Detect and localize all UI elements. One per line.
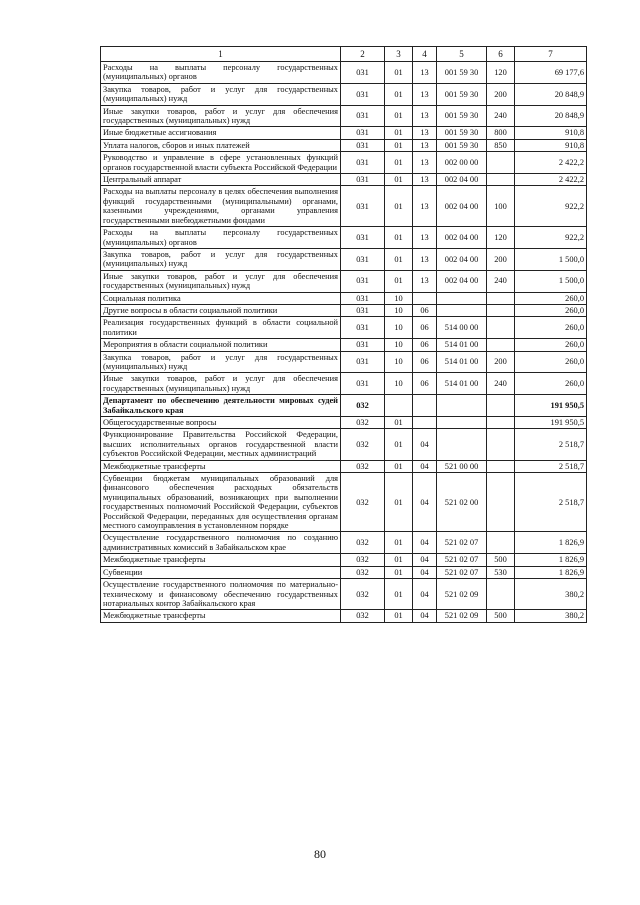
row-c5-cell: 002 04 00 bbox=[437, 270, 487, 292]
row-c5-cell: 002 04 00 bbox=[437, 248, 487, 270]
table-row bbox=[101, 579, 587, 610]
row-name-cell: Центральный аппарат bbox=[101, 174, 341, 186]
row-c7-cell: 260,0 bbox=[515, 292, 587, 304]
row-name-cell: Реализация государственных функций в области социальной политики bbox=[101, 317, 341, 339]
row-c2-cell: 032 bbox=[341, 532, 385, 554]
row-c3-cell: 01 bbox=[385, 174, 413, 186]
row-c4-cell: 13 bbox=[413, 83, 437, 105]
row-c7-cell: 2 518,7 bbox=[515, 460, 587, 472]
row-c2-cell: 032 bbox=[341, 460, 385, 472]
row-c6-cell bbox=[487, 579, 515, 610]
row-c2-cell: 031 bbox=[341, 317, 385, 339]
row-c6-cell: 120 bbox=[487, 62, 515, 84]
row-c7-cell: 2 422,2 bbox=[515, 152, 587, 174]
row-c6-cell bbox=[487, 395, 515, 417]
table-row bbox=[101, 83, 587, 105]
header-col-7: 7 bbox=[515, 47, 587, 62]
row-c4-cell: 13 bbox=[413, 270, 437, 292]
budget-table bbox=[100, 46, 587, 623]
table-row bbox=[101, 417, 587, 429]
row-name-cell: Уплата налогов, сборов и иных платежей bbox=[101, 139, 341, 151]
row-c4-cell: 13 bbox=[413, 248, 437, 270]
row-c6-cell bbox=[487, 339, 515, 351]
table-row bbox=[101, 554, 587, 566]
row-c3-cell: 10 bbox=[385, 292, 413, 304]
row-c7-cell: 1 826,9 bbox=[515, 532, 587, 554]
header-row bbox=[101, 47, 587, 62]
row-c3-cell: 01 bbox=[385, 566, 413, 578]
row-c6-cell bbox=[487, 532, 515, 554]
row-c3-cell bbox=[385, 395, 413, 417]
header-col-5: 5 bbox=[437, 47, 487, 62]
header-col-3: 3 bbox=[385, 47, 413, 62]
row-c6-cell: 200 bbox=[487, 248, 515, 270]
row-c6-cell: 100 bbox=[487, 186, 515, 227]
row-c3-cell: 10 bbox=[385, 304, 413, 316]
table-row bbox=[101, 292, 587, 304]
row-c6-cell bbox=[487, 292, 515, 304]
row-c5-cell: 001 59 30 bbox=[437, 127, 487, 139]
table-row bbox=[101, 139, 587, 151]
table-row bbox=[101, 186, 587, 227]
row-c7-cell: 2 422,2 bbox=[515, 174, 587, 186]
header-col-4: 4 bbox=[413, 47, 437, 62]
table-row bbox=[101, 351, 587, 373]
row-c7-cell: 1 826,9 bbox=[515, 566, 587, 578]
row-c2-cell: 032 bbox=[341, 554, 385, 566]
row-name-cell: Закупка товаров, работ и услуг для государственных (муниципальных) нужд bbox=[101, 351, 341, 373]
row-c3-cell: 01 bbox=[385, 579, 413, 610]
row-c3-cell: 01 bbox=[385, 532, 413, 554]
row-c6-cell: 800 bbox=[487, 127, 515, 139]
row-c2-cell: 031 bbox=[341, 83, 385, 105]
row-c6-cell: 240 bbox=[487, 105, 515, 127]
row-name-cell: Осуществление государственного полномочия по материально-техническому и финансовому обеспечению государственных нотариальных контор Забайкальского края bbox=[101, 579, 341, 610]
table-row bbox=[101, 566, 587, 578]
row-c2-cell: 031 bbox=[341, 270, 385, 292]
row-c2-cell: 031 bbox=[341, 351, 385, 373]
row-c5-cell bbox=[437, 304, 487, 316]
row-c2-cell: 031 bbox=[341, 105, 385, 127]
row-name-cell: Межбюджетные трансферты bbox=[101, 460, 341, 472]
row-c6-cell: 200 bbox=[487, 351, 515, 373]
row-c2-cell: 031 bbox=[341, 127, 385, 139]
row-c4-cell: 04 bbox=[413, 579, 437, 610]
row-c5-cell: 514 00 00 bbox=[437, 317, 487, 339]
row-name-cell: Другие вопросы в области социальной политики bbox=[101, 304, 341, 316]
row-c4-cell: 13 bbox=[413, 186, 437, 227]
table-row bbox=[101, 317, 587, 339]
row-c4-cell: 13 bbox=[413, 152, 437, 174]
row-c2-cell: 031 bbox=[341, 248, 385, 270]
table-row bbox=[101, 532, 587, 554]
row-c3-cell: 01 bbox=[385, 186, 413, 227]
table-row bbox=[101, 304, 587, 316]
table-row bbox=[101, 460, 587, 472]
row-c7-cell: 380,2 bbox=[515, 579, 587, 610]
row-c7-cell: 922,2 bbox=[515, 186, 587, 227]
row-c6-cell bbox=[487, 152, 515, 174]
row-c2-cell: 031 bbox=[341, 339, 385, 351]
row-c4-cell: 06 bbox=[413, 304, 437, 316]
table-row bbox=[101, 429, 587, 460]
row-c6-cell: 500 bbox=[487, 610, 515, 622]
row-c3-cell: 01 bbox=[385, 460, 413, 472]
row-c4-cell: 04 bbox=[413, 554, 437, 566]
row-name-cell: Иные закупки товаров, работ и услуг для обеспечения государственных (муниципальных) нужд bbox=[101, 270, 341, 292]
table-row bbox=[101, 152, 587, 174]
row-name-cell: Осуществление государственного полномочия по созданию административных комиссий в Забайкальском крае bbox=[101, 532, 341, 554]
row-name-cell: Иные закупки товаров, работ и услуг для обеспечения государственных (муниципальных) нужд bbox=[101, 373, 341, 395]
row-c6-cell: 500 bbox=[487, 554, 515, 566]
row-name-cell: Иные закупки товаров, работ и услуг для обеспечения государственных (муниципальных) нужд bbox=[101, 105, 341, 127]
row-c2-cell: 032 bbox=[341, 417, 385, 429]
row-c5-cell: 001 59 30 bbox=[437, 139, 487, 151]
row-c4-cell: 06 bbox=[413, 373, 437, 395]
row-c4-cell bbox=[413, 292, 437, 304]
row-c3-cell: 10 bbox=[385, 373, 413, 395]
row-c4-cell: 13 bbox=[413, 105, 437, 127]
row-c4-cell: 13 bbox=[413, 139, 437, 151]
row-c2-cell: 032 bbox=[341, 395, 385, 417]
header-col-2: 2 bbox=[341, 47, 385, 62]
row-c3-cell: 01 bbox=[385, 83, 413, 105]
row-c5-cell: 521 02 09 bbox=[437, 610, 487, 622]
table-row bbox=[101, 395, 587, 417]
row-c3-cell: 01 bbox=[385, 554, 413, 566]
row-c3-cell: 01 bbox=[385, 429, 413, 460]
row-c4-cell: 04 bbox=[413, 473, 437, 532]
row-c5-cell: 521 02 07 bbox=[437, 554, 487, 566]
row-name-cell: Расходы на выплаты персоналу в целях обеспечения выполнения функций государственными (муниципальными) органами, казенными учреждениями, органами управления государственными внебюджетными фондами bbox=[101, 186, 341, 227]
row-c3-cell: 01 bbox=[385, 248, 413, 270]
row-c7-cell: 20 848,9 bbox=[515, 105, 587, 127]
row-c4-cell: 04 bbox=[413, 566, 437, 578]
row-c4-cell: 13 bbox=[413, 127, 437, 139]
row-c4-cell: 06 bbox=[413, 339, 437, 351]
row-c7-cell: 1 500,0 bbox=[515, 270, 587, 292]
row-name-cell: Социальная политика bbox=[101, 292, 341, 304]
row-c7-cell: 910,8 bbox=[515, 127, 587, 139]
table-row bbox=[101, 610, 587, 622]
row-c2-cell: 031 bbox=[341, 373, 385, 395]
row-c6-cell: 850 bbox=[487, 139, 515, 151]
row-c6-cell bbox=[487, 460, 515, 472]
header-col-1: 1 bbox=[101, 47, 341, 62]
row-c2-cell: 031 bbox=[341, 186, 385, 227]
row-c3-cell: 01 bbox=[385, 417, 413, 429]
row-c2-cell: 031 bbox=[341, 139, 385, 151]
row-c6-cell bbox=[487, 473, 515, 532]
row-name-cell: Субвенции бюджетам муниципальных образований для финансового обеспечения расходных обязательств муниципальных образований, возникающих при выполнении государственных полномочий Российской Федерации, субъектов Российской Федерации, переданных для осуществления органам местного самоуправления в установленном порядке bbox=[101, 473, 341, 532]
row-c3-cell: 10 bbox=[385, 351, 413, 373]
row-name-cell: Субвенции bbox=[101, 566, 341, 578]
row-c5-cell: 002 04 00 bbox=[437, 227, 487, 249]
row-c2-cell: 031 bbox=[341, 227, 385, 249]
row-c7-cell: 69 177,6 bbox=[515, 62, 587, 84]
row-c6-cell bbox=[487, 317, 515, 339]
row-c5-cell: 521 00 00 bbox=[437, 460, 487, 472]
row-c7-cell: 260,0 bbox=[515, 304, 587, 316]
row-c6-cell bbox=[487, 429, 515, 460]
row-c7-cell: 380,2 bbox=[515, 610, 587, 622]
table-row bbox=[101, 127, 587, 139]
header-col-6: 6 bbox=[487, 47, 515, 62]
row-c2-cell: 031 bbox=[341, 174, 385, 186]
row-c3-cell: 01 bbox=[385, 127, 413, 139]
row-c6-cell bbox=[487, 304, 515, 316]
row-c5-cell: 521 02 07 bbox=[437, 532, 487, 554]
row-name-cell: Закупка товаров, работ и услуг для государственных (муниципальных) нужд bbox=[101, 248, 341, 270]
row-name-cell: Общегосударственные вопросы bbox=[101, 417, 341, 429]
row-c3-cell: 01 bbox=[385, 610, 413, 622]
row-c3-cell: 01 bbox=[385, 270, 413, 292]
row-c3-cell: 01 bbox=[385, 473, 413, 532]
row-c4-cell: 13 bbox=[413, 227, 437, 249]
table-row bbox=[101, 62, 587, 84]
row-c5-cell: 514 01 00 bbox=[437, 373, 487, 395]
row-c4-cell: 13 bbox=[413, 174, 437, 186]
row-c2-cell: 031 bbox=[341, 304, 385, 316]
row-c5-cell bbox=[437, 417, 487, 429]
row-name-cell: Закупка товаров, работ и услуг для государственных (муниципальных) нужд bbox=[101, 83, 341, 105]
row-c2-cell: 032 bbox=[341, 429, 385, 460]
row-name-cell: Руководство и управление в сфере установленных функций органов государственной власти субъекта Российской Федерации bbox=[101, 152, 341, 174]
row-c7-cell: 910,8 bbox=[515, 139, 587, 151]
row-c7-cell: 191 950,5 bbox=[515, 395, 587, 417]
table-row bbox=[101, 373, 587, 395]
row-c3-cell: 01 bbox=[385, 227, 413, 249]
row-c5-cell: 521 02 00 bbox=[437, 473, 487, 532]
row-c4-cell bbox=[413, 417, 437, 429]
row-c6-cell: 240 bbox=[487, 270, 515, 292]
row-c4-cell: 04 bbox=[413, 610, 437, 622]
row-c6-cell: 120 bbox=[487, 227, 515, 249]
row-name-cell: Департамент по обеспечению деятельности мировых судей Забайкальского края bbox=[101, 395, 341, 417]
row-c5-cell: 002 04 00 bbox=[437, 186, 487, 227]
row-c2-cell: 032 bbox=[341, 566, 385, 578]
row-c6-cell: 200 bbox=[487, 83, 515, 105]
row-c7-cell: 2 518,7 bbox=[515, 473, 587, 532]
row-c5-cell: 514 01 00 bbox=[437, 351, 487, 373]
row-c3-cell: 01 bbox=[385, 105, 413, 127]
row-c5-cell bbox=[437, 429, 487, 460]
row-c5-cell: 521 02 09 bbox=[437, 579, 487, 610]
row-c5-cell: 001 59 30 bbox=[437, 83, 487, 105]
row-name-cell: Мероприятия в области социальной политики bbox=[101, 339, 341, 351]
row-c7-cell: 260,0 bbox=[515, 373, 587, 395]
row-c4-cell: 04 bbox=[413, 460, 437, 472]
row-name-cell: Иные бюджетные ассигнования bbox=[101, 127, 341, 139]
row-c7-cell: 1 826,9 bbox=[515, 554, 587, 566]
row-name-cell: Функционирование Правительства Российской Федерации, высших исполнительных органов государственной власти субъектов Российской Федерации, местных администраций bbox=[101, 429, 341, 460]
row-c4-cell bbox=[413, 395, 437, 417]
table-row bbox=[101, 473, 587, 532]
table-row bbox=[101, 270, 587, 292]
table-row bbox=[101, 227, 587, 249]
row-c4-cell: 06 bbox=[413, 317, 437, 339]
row-c2-cell: 031 bbox=[341, 152, 385, 174]
row-c7-cell: 260,0 bbox=[515, 351, 587, 373]
row-c7-cell: 191 950,5 bbox=[515, 417, 587, 429]
row-c5-cell: 521 02 07 bbox=[437, 566, 487, 578]
row-c7-cell: 922,2 bbox=[515, 227, 587, 249]
row-name-cell: Расходы на выплаты персоналу государственных (муниципальных) органов bbox=[101, 227, 341, 249]
page-number: 80 bbox=[314, 847, 326, 861]
row-c5-cell: 001 59 30 bbox=[437, 62, 487, 84]
row-c4-cell: 06 bbox=[413, 351, 437, 373]
table-row bbox=[101, 339, 587, 351]
row-c3-cell: 10 bbox=[385, 339, 413, 351]
row-c5-cell bbox=[437, 395, 487, 417]
row-c2-cell: 032 bbox=[341, 579, 385, 610]
row-c2-cell: 031 bbox=[341, 62, 385, 84]
row-c6-cell bbox=[487, 174, 515, 186]
row-c4-cell: 13 bbox=[413, 62, 437, 84]
row-c4-cell: 04 bbox=[413, 532, 437, 554]
row-c7-cell: 2 518,7 bbox=[515, 429, 587, 460]
table-row bbox=[101, 248, 587, 270]
row-c5-cell: 002 00 00 bbox=[437, 152, 487, 174]
row-c2-cell: 031 bbox=[341, 292, 385, 304]
row-c6-cell: 530 bbox=[487, 566, 515, 578]
row-c2-cell: 032 bbox=[341, 610, 385, 622]
row-c5-cell bbox=[437, 292, 487, 304]
row-c3-cell: 01 bbox=[385, 139, 413, 151]
row-c5-cell: 001 59 30 bbox=[437, 105, 487, 127]
row-name-cell: Межбюджетные трансферты bbox=[101, 554, 341, 566]
row-c6-cell bbox=[487, 417, 515, 429]
row-c7-cell: 20 848,9 bbox=[515, 83, 587, 105]
table-row bbox=[101, 105, 587, 127]
row-name-cell: Межбюджетные трансферты bbox=[101, 610, 341, 622]
row-name-cell: Расходы на выплаты персоналу государственных (муниципальных) органов bbox=[101, 62, 341, 84]
row-c3-cell: 01 bbox=[385, 62, 413, 84]
row-c5-cell: 002 04 00 bbox=[437, 174, 487, 186]
table-row bbox=[101, 174, 587, 186]
row-c5-cell: 514 01 00 bbox=[437, 339, 487, 351]
row-c7-cell: 1 500,0 bbox=[515, 248, 587, 270]
row-c3-cell: 10 bbox=[385, 317, 413, 339]
row-c4-cell: 04 bbox=[413, 429, 437, 460]
row-c3-cell: 01 bbox=[385, 152, 413, 174]
row-c7-cell: 260,0 bbox=[515, 339, 587, 351]
row-c2-cell: 032 bbox=[341, 473, 385, 532]
row-c6-cell: 240 bbox=[487, 373, 515, 395]
row-c7-cell: 260,0 bbox=[515, 317, 587, 339]
